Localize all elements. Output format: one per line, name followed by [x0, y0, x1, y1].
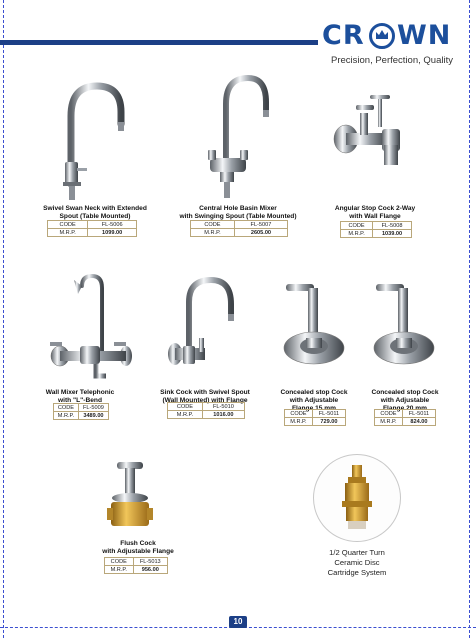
- sink-cock-swivel-image: [165, 272, 243, 384]
- wall-mixer-telephonic-image: [40, 268, 132, 390]
- caption-line: Cartridge System: [327, 568, 387, 577]
- code-label: CODE: [168, 403, 203, 411]
- product-title-line: with Adjustable: [380, 397, 430, 404]
- product-title-line: with Swinging Spout (Table Mounted): [179, 213, 297, 220]
- mrp-label: M.R.P.: [375, 418, 403, 426]
- spec-table: [340, 221, 412, 238]
- product-title: [178, 205, 298, 221]
- code-label: CODE: [285, 410, 313, 418]
- code-value: FL-5009: [78, 404, 108, 412]
- mrp-label: M.R.P.: [168, 411, 203, 419]
- product-title-line: Flange 15 mm: [292, 405, 336, 412]
- table-row: [285, 418, 346, 426]
- product-title-line: with Adjustable Flange: [102, 548, 174, 555]
- mrp-value: 729.00: [312, 418, 345, 426]
- product-title: [98, 540, 178, 556]
- code-label: CODE: [375, 410, 403, 418]
- mrp-label: M.R.P.: [48, 229, 88, 237]
- mrp-value: 1099.00: [88, 229, 137, 237]
- product-title-line: Spout (Table Mounted): [59, 213, 131, 220]
- product-title-line: with Adjustable: [289, 397, 339, 404]
- product-title-line: Concealed stop Cock: [280, 389, 348, 396]
- table-row: [191, 229, 288, 237]
- spec-table: [53, 403, 109, 420]
- table-row: [191, 221, 288, 229]
- swan-neck-tap-image: [55, 76, 135, 201]
- brand-logo: [322, 20, 450, 54]
- spec-table: [284, 409, 346, 426]
- cartridge-caption: [302, 548, 412, 578]
- code-label: CODE: [105, 558, 134, 566]
- table-row: [341, 230, 412, 238]
- mrp-value: 824.00: [402, 418, 435, 426]
- spec-table: [167, 402, 245, 419]
- product-title-line: Central Hole Basin Mixer: [199, 205, 277, 212]
- mrp-value: 2605.00: [234, 229, 287, 237]
- table-row: [375, 418, 436, 426]
- mrp-label: M.R.P.: [191, 229, 235, 237]
- product-title-line: Concealed stop Cock: [371, 389, 439, 396]
- table-row: [341, 222, 412, 230]
- mrp-value: 956.00: [133, 566, 167, 574]
- product-title-line: (Wall Mounted) with Flange: [162, 397, 248, 404]
- product-title-line: Sink Cock with Swivel Spout: [160, 389, 250, 396]
- brand-tagline: Precision, Perfection, Quality: [331, 55, 453, 66]
- code-label: CODE: [54, 404, 79, 412]
- table-row: [285, 410, 346, 418]
- product-title: [40, 205, 150, 221]
- product-title-line: with "L"-Bend: [58, 397, 102, 404]
- code-value: FL-5010: [202, 403, 244, 411]
- crown-emblem-icon: [369, 23, 395, 49]
- mrp-value: 1016.00: [202, 411, 244, 419]
- spec-table: [374, 409, 436, 426]
- caption-line: 1/2 Quarter Turn: [329, 548, 385, 557]
- concealed-stop-cock-20mm-image: [370, 278, 440, 373]
- product-title-line: Wall Mixer Telephonic: [45, 389, 115, 396]
- table-row: [54, 412, 109, 420]
- product-title-line: Flange 20 mm: [383, 405, 427, 412]
- logo-text-left: CR: [322, 20, 365, 51]
- right-dashed-border: [469, 0, 470, 638]
- mrp-label: M.R.P.: [285, 418, 313, 426]
- left-dashed-border: [3, 0, 4, 638]
- product-title: [325, 205, 425, 221]
- table-row: [375, 410, 436, 418]
- code-value: FL-5006: [88, 221, 137, 229]
- concealed-stop-cock-15mm-image: [280, 278, 350, 373]
- mrp-value: 1039.00: [373, 230, 412, 238]
- table-row: [48, 221, 137, 229]
- table-row: [54, 404, 109, 412]
- angular-stop-cock-image: [330, 95, 422, 170]
- product-title-line: with Wall Flange: [349, 213, 401, 220]
- table-row: [168, 411, 245, 419]
- cartridge-circle: [313, 454, 401, 542]
- mrp-label: M.R.P.: [105, 566, 134, 574]
- header-bar: [0, 40, 318, 45]
- table-row: [168, 403, 245, 411]
- flush-cock-image: [105, 460, 155, 535]
- spec-table: [104, 557, 168, 574]
- code-label: CODE: [341, 222, 373, 230]
- spec-table: [190, 220, 288, 237]
- code-value: FL-5011: [312, 410, 345, 418]
- code-value: FL-5008: [373, 222, 412, 230]
- basin-mixer-image: [200, 70, 275, 200]
- mrp-label: M.R.P.: [54, 412, 79, 420]
- code-label: CODE: [191, 221, 235, 229]
- product-title-line: Flush Cock: [120, 540, 156, 547]
- code-label: CODE: [48, 221, 88, 229]
- spec-table: [47, 220, 137, 237]
- page-number: 10: [229, 616, 247, 628]
- mrp-value: 3489.00: [78, 412, 108, 420]
- product-title-line: Angular Stop Cock 2-Way: [334, 205, 416, 212]
- code-value: FL-5007: [234, 221, 287, 229]
- code-value: FL-5011: [402, 410, 435, 418]
- table-row: [48, 229, 137, 237]
- code-value: FL-5013: [133, 558, 167, 566]
- logo-text-right: WN: [397, 20, 452, 51]
- ceramic-cartridge-image: [340, 465, 374, 531]
- mrp-label: M.R.P.: [341, 230, 373, 238]
- table-row: [105, 566, 168, 574]
- caption-line: Ceramic Disc: [334, 558, 380, 567]
- table-row: [105, 558, 168, 566]
- product-title-line: Swivel Swan Neck with Extended: [43, 205, 147, 212]
